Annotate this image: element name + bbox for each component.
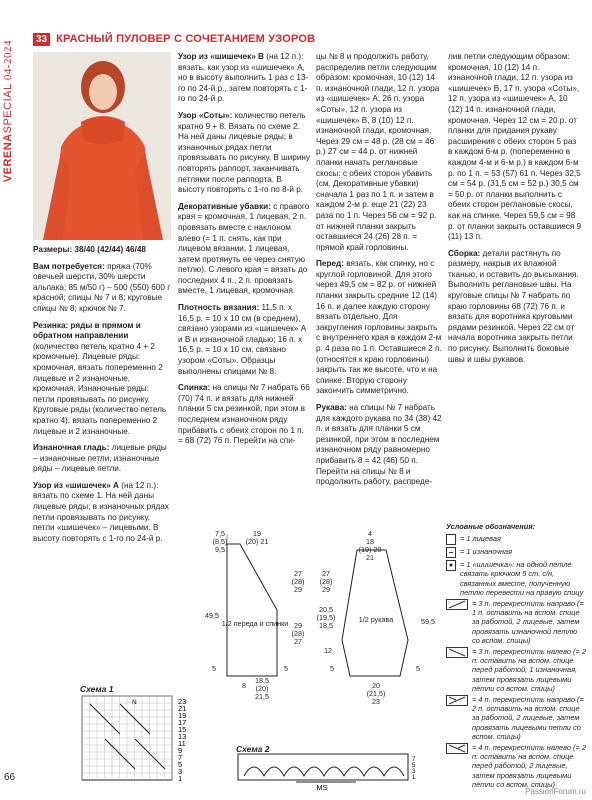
scheme-2-row-number: 7 [412,757,416,763]
scheme-1-row-number: 11 [178,739,186,748]
legend-item: = 4 п. перекрестить налево (= 2 п. оставить на вспом. спице перед работой, 2 лицевые, затем провязать лицевыми петли со вспом. спицы) [446,743,586,789]
scheme-1-row-number: 13 [178,732,187,741]
scheme-2-row-number: 1 [412,775,416,781]
svg-text:20,5: 20,5 [319,605,333,614]
svg-text:21: 21 [366,553,374,562]
watermark-footer: PassionForum.ru [525,787,586,796]
svg-text:18,5: 18,5 [255,676,269,685]
model-number-badge: 33 [33,33,50,46]
bobble-symbol-icon: ● [446,560,456,571]
knit-symbol-icon [446,534,456,545]
purl-symbol-icon [446,547,456,558]
svg-text:7,5: 7,5 [215,529,225,538]
scheme-1-row-number: 1 [178,774,183,783]
column-1 [33,245,171,550]
svg-text:(20) 21: (20) 21 [245,537,269,546]
page-header [33,32,592,46]
front-instructions: Перед: вязать, как спинку, но с круглой горловиной. Для этого через 49,5 см = 82 р. от нижней планки закрыть средние 12 (14) 16 п. и далее каждую сторону вязать отдельно. Для закругления горловины закрыть с внутреннего края в каждом 2-м р. 4 раза по 1 п. Оставшиеся 2 п. (относятся к краю горловины) закрыть так же высоте, что и на спинке. Вторую сторону закончить симметрично. [316,259,442,396]
assembly-instructions: Сборка: детали растянуть по размеру, накрыв их влажной тканью, и оставить до высыхания. Выполнить реглановые швы. На круговые спицы № 7 набрать по краю горловины 68 (72) 76 п. и вязать для воротника круговыми рядами резинкой. Через 22 см от начала воротника закрыть петли по рисунку. Выполнить боковые швы и швы рукавов. [448,248,579,364]
svg-text:(19,5): (19,5) [316,613,336,622]
scheme-1-row-number: 7 [178,753,183,762]
page-number: 66 [4,772,16,783]
cross-right-4-icon [446,695,468,706]
sizes: Размеры: 38/40 (42/44) 46/48 [33,245,146,254]
back-instructions: Спинка: на спицы № 7 набрать 66 (70) 74 п. и вязать для нижней планки 5 см резинкой, при этом в последнем изнаночном ряду прибавить с обеих сторон по 1 п. = 68 (72) 76 п. Перейти на спи- [178,383,310,446]
svg-text:18,5: 18,5 [319,621,333,630]
decorative-decreases: Декоративные убавки: с правого края = кромочная, 1 лицевая, 2 п. провязать вместе с наклоном влево (= 1 п. снять, как при лицевом вязании, 1 лицевая, затем протянуть ее через снятую петлю). С левого края = вязать до последних 4 п., 2 п. провязать вместе, 1 лицевая, кромочная. [178,201,310,296]
sidebar [0,0,20,800]
legend-item: ● = 1 «шишечка»: на одной петле связать крючком 5 ст. с/н, связанных вместе, полученную петлю перевести на правую спицу [446,560,586,597]
scheme-2-row-number: 3 [412,769,416,775]
scheme-1-row-number: 9 [178,746,183,755]
legend-item: = 1 изнаночная [446,547,586,558]
back-piece-label: 1/2 переда и спинки [221,619,289,628]
svg-text:9,5: 9,5 [215,545,225,554]
svg-text:27: 27 [322,569,330,578]
svg-text:(19) 20: (19) 20 [358,545,382,554]
legend-item: = 3 п. перекрестить направо (= 1 п. оставить на вспом. спице за работой, 2 лицевые, затем провязать изнаночной петлю со вспом. спицы) [446,599,586,645]
symbol-legend [446,522,586,791]
svg-text:5: 5 [212,664,216,673]
rib-pattern: Резинка: ряды в прямом и обратном направлении (количество петель кратно 4 + 2 кромочные). Лицевые ряды: кромочная, вязать попеременно 2 лицевые и 2 изнаночные, кромочная. Изнаночные ряды: петли провязывать по рисунку. Круговые ряды (количество петель кратно 4): вязать попеременно 2 лицевые и 2 изнаночные. [33,320,167,436]
svg-text:18: 18 [366,537,374,546]
svg-text:12: 12 [324,646,332,655]
svg-text:4: 4 [368,529,372,538]
pattern-schematic [182,528,444,704]
sleeve-continued: лив петли следующим образом: кромочная, 10 (12) 14 п. изнаночной глади, 12 п. узора из «шишечек» В, 17 п. узора «Соты», 12 п. узора из «шишечек» А, 10 (12) 14 п. изнаночной глади, кромочная. Через 12 см = 20 р. от планки для придания рукаву расширения с обеих сторон 5 раз в каждом 6-м р. (попеременно в каждом 4-м и 6-м р.) в каждом 6-м р. по 1 п. = 53 (57) 61 п. Через 32,5 см = 54 р. (31,5 см = 52 р.) 30,5 см = 50 р. от планки выполнить с обеих сторон реглановые скосы, как на спинке. Через 59,5 см = 98 р. от планки закрыть оставшиеся 9 (11) 13 п. [448,52,582,242]
svg-text:(28): (28) [319,577,333,586]
purl-stitch: Изнаночная гладь: лицевые ряды – изнаночные петли, изнаночные ряды – лицевые петли. [33,443,167,474]
scheme-1-row-number: 3 [178,767,183,776]
scheme-1-row-number: 5 [178,760,183,769]
back-continued: цы № 8 и продолжить работу, распределив петли следующим образом: кромочная, 10 (12) 14 п. изнаночной глади, 12 п. узора из «шишечек» А, 26 п. узора «Соты», 12 п. узора из «шишечек» В, 8 (10) 12 п. изнаночной глади, кромочная. Через 29 см = 48 р. (28 см = 46 р.) 27 см = 44 р. от нижней планки начать реглановые скосы: с обеих сторон убавить (см. Декоративные убавки) сначала 1 раз по 1 п. и затем в каждом 2-м р. еще 21 (22) 23 раза по 1 п. Через 56 см = 92 р. от нижней планки закрыть оставшиеся 24 (26) 28 п. = прямой край горловины. [316,52,440,252]
svg-text:21,5: 21,5 [255,692,269,701]
scheme-1-title: Схема 1 [80,684,114,694]
gauge: Плотность вязания: 11,5 п. x 16,5 р. = 10 x 10 см (в среднем), связано узорами из «шишечек» А и В и изнаночной гладью; 16 п. x 16,5 р. = 10 x 10 см, связано узором «Соты». Образцы выполнены спицами № 8. [178,303,307,376]
column-2 [178,52,310,453]
scheme-1-row-number: 15 [178,725,187,734]
svg-text:1/2 рукава: 1/2 рукава [358,615,394,624]
cross-left-4-icon [446,743,468,754]
svg-text:5: 5 [416,664,420,673]
cable-a: Узор из «шишечек» А (на 12 п.): вязать по схеме 1. На ней даны лицевые ряды; в изнаночных рядах петли провязывать по рисунку, петли «шишечек» – лицевыми. В высоту повторять с 1-го по 24-й р. [33,480,169,543]
scheme-1-n-label: N [132,699,137,706]
svg-text:5: 5 [284,664,288,673]
page-title: КРАСНЫЙ ПУЛОВЕР С СОЧЕТАНИЕМ УЗОРОВ [56,33,316,45]
svg-text:5: 5 [330,664,334,673]
scheme-1-chart [80,694,200,784]
sleeve-piece [317,529,435,704]
cross-right-3-icon [446,599,468,610]
legend-title: Условные обозначения: [446,522,536,531]
svg-text:(21,5): (21,5) [366,689,386,698]
column-4 [448,52,582,371]
cable-b: Узор из «шишечек» B (на 12 п.): вязать, как узор из «шишечек» A, но в высоту выполнить 1 раз с 13-го по 24-й р., затем повторять с 1-го по 24-й р. [178,52,309,104]
svg-text:19: 19 [253,529,261,538]
scheme-1-row-number: 19 [178,711,187,720]
svg-text:(8,5): (8,5) [212,537,228,546]
svg-text:20: 20 [372,681,380,690]
cross-left-3-icon [446,647,468,658]
svg-text:29: 29 [294,585,302,594]
honeycomb-pattern: Узор «Соты»: количество петель кратно 9 + 8. Вязать по схеме 2. На ней даны лицевые ряды; в изнаночных рядах петли провязывать по рисунку. В ширину повторять раппорт, заканчивать петлями после раппорта. В высоту повторять с 1-го по 8-й р. [178,110,311,195]
legend-item: = 1 лицевая [446,534,586,545]
sleeve-instructions: Рукава: на спицы № 7 набрать для каждого рукава по 34 (38) 42 п. и вязать для планки 5 см резинкой, при этом в последнем изнаночном ряду равномерно прибавить 8 = 42 (46) 50 п. Перейти на спицы № 8 и продолжить работу, распреде- [316,403,442,487]
legend-item: = 4 п. перекрестить направо (= 2 п. оставить на вспом. спице за работой, 2 лицевые, затем провязать лицевыми петли со вспом. спицы) [446,695,586,741]
magazine-brand: VERENASPECIAL 04-2024 [2,40,14,183]
svg-text:29: 29 [322,585,330,594]
scheme-2-ms-label: MS [316,783,328,792]
scheme-1-row-number: 23 [178,697,187,706]
svg-text:(20): (20) [255,684,269,693]
scheme-1-row-number: 17 [178,718,187,727]
svg-text:59,5: 59,5 [421,617,435,626]
column-3 [316,52,442,494]
scheme-2-title: Схема 2 [236,744,270,754]
scheme-1-row-number: 21 [178,704,187,713]
back-front-piece [205,529,304,701]
materials: Вам потребуется: пряжа (70% овечьей шерсти, 30% шерсти альпака; 85 м/50 г) – 500 (550) 600 г красной; спицы № 7 и 8; круговые спицы № 8; крючок № 7. [33,261,171,313]
model-photo [33,52,171,240]
svg-text:8: 8 [242,681,246,690]
svg-text:29: 29 [294,621,302,630]
svg-text:27: 27 [294,637,302,646]
scheme-2-chart [236,752,436,792]
legend-item: = 3 п. перекрестить налево (= 2 п. оставить на вспом. спице перед работой, 1 изнаночная, затем провязать лицевыми петли со вспом. спицы) [446,647,586,693]
svg-text:(28): (28) [291,577,305,586]
svg-text:(28): (28) [291,629,305,638]
svg-text:49,5: 49,5 [205,611,219,620]
svg-text:23: 23 [372,697,380,704]
svg-text:27: 27 [294,569,302,578]
scheme-2-row-number: 5 [412,763,416,769]
